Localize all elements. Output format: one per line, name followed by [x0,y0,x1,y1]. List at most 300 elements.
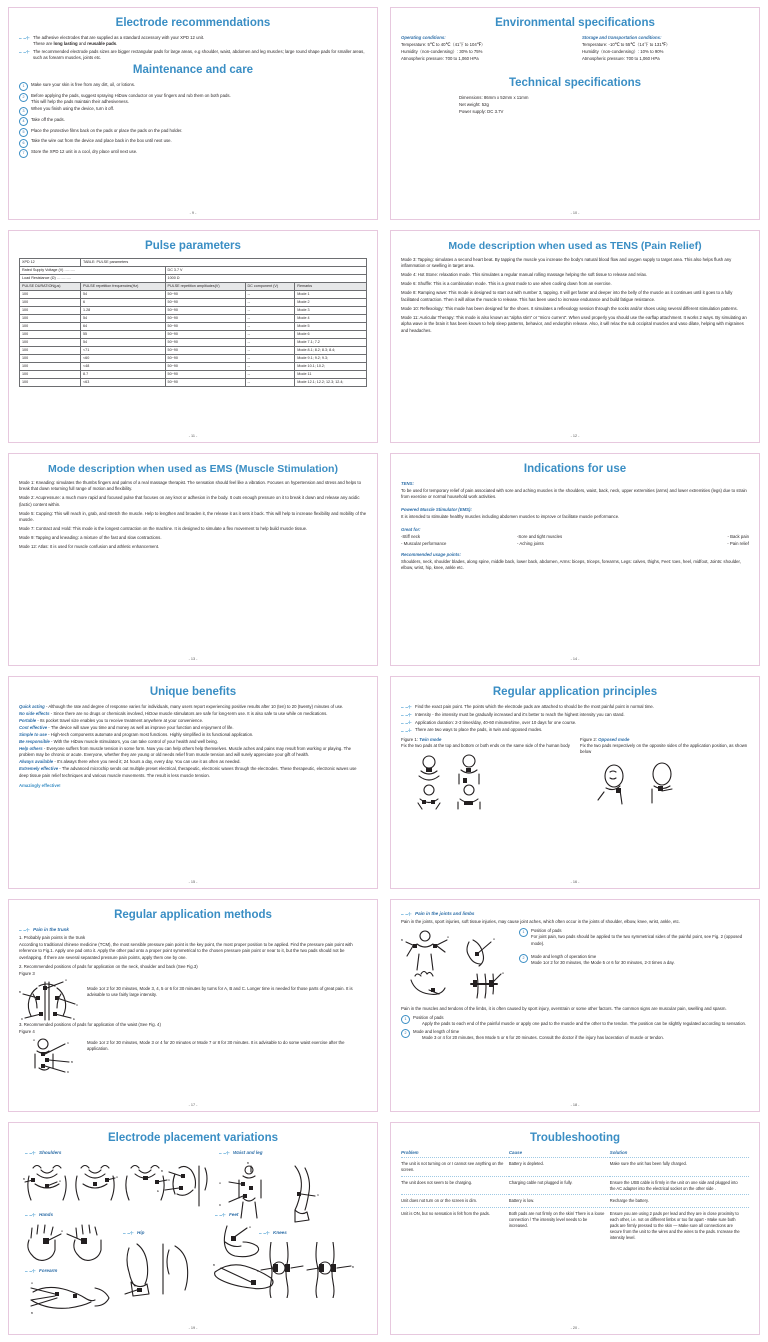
table-row [20,330,367,338]
step-number: 2 [401,1029,410,1038]
benefit-term: Help others [19,745,43,751]
group-label: Hands [39,1211,54,1217]
great-for-columns [401,534,749,548]
cell-solution: Ensure the USB cable is firmly in the unit on one side and plugged into the AC adapter into the electrical socket on the other side . [610,1176,749,1195]
svg-text:A: A [33,1037,36,1042]
list-item [401,1029,749,1041]
table-cell: 50~90 [165,290,245,298]
operating-line: Atmospheric pressure: 700 to 1,060 HPa [401,55,479,61]
page-number: - 18 - [570,1103,580,1107]
page-unique-benefits [8,676,378,889]
svg-text:A: A [249,1224,252,1229]
table-cell: 100 [20,298,81,306]
benefit-text: - The device will save you time and money as well as improve your function and enjoyment of life. [47,724,234,730]
table-cell: 100 [20,370,81,378]
list-item [519,954,749,966]
svg-text:C: C [317,1192,320,1197]
table-cell: 54 [81,338,166,346]
great-for-item: - Aching joints [517,541,544,547]
storage-conditions [582,35,749,63]
step-text: Mode 3 or 4 for 20 minutes, then Mode 5 or 6 for 20 minutes. Consult the doctor if the injury has laceration of muscle or tendon. [422,1035,664,1041]
benefit-item [19,766,367,779]
benefit-item [19,739,367,745]
list-item [19,35,367,47]
mode-paragraph: Mode 6: Shuffle: This is a combination mode. This is a great mode to use when cooling down from an exercise. [401,281,612,287]
benefit-text: - The advanced microchip sends out multiple preset electrical, therapeutic, electronic waves through the electrodes. These therapeutic, electronic waves use deep tissue pain relief techniques and various muscle movements. The result is less muscle tension. [19,766,357,778]
dash-arrow-icon [219,1150,230,1156]
technical-list [401,95,749,116]
column-header-cause: Cause [509,1150,610,1158]
section-heading: Pain in the trunk [33,926,69,932]
troubleshooting-rows [401,1157,749,1244]
table-cell: 64 [81,322,166,330]
list-item: Find the exact pain point. The points which the electrode pads are attached to should be the most painful point in normal time. [401,704,749,711]
dash-arrow-icon [123,1230,134,1236]
joint-steps [519,928,749,967]
svg-text:B: B [19,989,22,994]
great-for-column [633,534,749,548]
shoulders-figures [23,1162,213,1214]
figure-caption: Figure 3 [19,970,35,976]
back-placement-figure [19,978,81,1022]
benefit-item [19,732,367,738]
hands-figures [25,1224,117,1264]
section-title-technical: Technical specifications [508,76,642,89]
svg-text:C: C [168,1177,171,1182]
svg-text:B: B [161,1168,164,1173]
table-cell: 50~90 [165,314,245,322]
table-cell: Mode 6 [295,330,367,338]
caption-cell: TABLE: PULSE parameters [81,258,367,266]
benefits-list [19,704,367,780]
page-troubleshooting [390,1122,760,1335]
column-header: PULSE repetition amplitudes(V) [165,282,245,290]
table-cell: 50~90 [165,378,245,386]
cell-problem: Unit is ON, but no sensation is felt from the pads. [401,1211,490,1217]
conditions-columns [401,35,749,63]
page-application-principles [390,676,760,889]
table-cell: 100 [20,306,81,314]
group-hands [25,1212,53,1219]
step-number: 7 [19,149,28,158]
dash-arrow-icon [401,712,412,718]
list-item: 5 Place the protective films back on the pads or place the pads on the pad holder. [19,128,367,137]
dash-arrow-icon [19,35,30,41]
ems-heading: Powered Muscle Stimulator (EMS): [401,506,472,512]
dash-arrow-icon [25,1212,36,1218]
cell-solution: Recharge the battery. [610,1195,749,1208]
svg-text:B: B [23,1176,26,1181]
step-heading: Position of pads [413,1015,444,1021]
table-cell: 54 [81,314,166,322]
technical-line: Net weight: 52g [459,101,489,107]
usage-heading: Recommended usage points: [401,551,461,557]
step-number: 1 [401,1015,410,1024]
svg-text:D: D [21,1016,24,1021]
list-item: 2 Before applying the pads, suggest spraying HiDow conductor on your fingers and rub them on both pads. This will help the pads maintain their adhesiveness. [19,93,367,105]
table-cell: 55 [81,330,166,338]
step-heading: Mode and length of time [413,1028,460,1034]
table-row [20,298,367,306]
figure-caption: Figure 2: Opposed mode [580,736,630,742]
table-cell: 50~90 [165,338,245,346]
page-number: - 19 - [188,1326,198,1330]
page-electrode-recommendations [8,7,378,220]
cell-problem: Unit does not turn on or the screen is dim. [401,1195,509,1208]
page-environmental-specifications [390,7,760,220]
waist-placement-figure [19,1036,81,1074]
svg-text:B: B [31,1310,34,1315]
twin-mode-figure [401,750,521,810]
table-cell: -- [245,354,295,362]
page-title: Regular application principles [492,686,658,698]
svg-text:D: D [67,1069,70,1074]
benefit-term: Quick acting [19,703,45,709]
placement-diagrams [19,1149,367,1315]
benefit-text: - Since there are no drugs or chemicals involved, HiDow muscle stimulators are safe for long-term use. It is also safe to use while on medications. [49,710,328,716]
table-cell: <71 [81,346,166,354]
table-cell: 50~90 [165,354,245,362]
dash-arrow-icon [401,912,412,918]
page-title: Mode description when used as TENS (Pain Relief) [448,240,702,252]
table-cell: -- [245,362,295,370]
great-for-heading: Great for: [401,527,421,533]
list-item [519,928,749,947]
table-row [20,338,367,346]
table-header-row [401,1150,749,1158]
dash-arrow-icon [25,1150,36,1156]
section-heading-row [19,927,367,934]
page-title: Electrode recommendations [115,17,271,29]
column-header-problem: Problem [401,1150,509,1158]
item-text: Mode 1or 2 for 30 minutes, Mode 3, 4, 5 or 6 for 30 minutes by turns for A, B and C. Longer time is needed for those parts of great pain. It is advisable to use fairly large intensity. [87,985,353,998]
svg-text:C: C [76,1002,79,1007]
svg-text:A: A [502,971,505,976]
table-row [20,266,367,274]
page-number: - 16 - [570,880,580,884]
benefit-term: No side effects [19,710,50,716]
figure-caption: Figure 4 [19,1028,35,1034]
technical-line: Dimensions: 86mm x 52mm x 11mm [459,94,529,100]
page-title: Pulse parameters [145,240,241,252]
benefit-item [19,704,367,710]
operating-heading: Operating conditions: [401,34,446,40]
mode-paragraph: Mode 12: Atlas: It is used for muscle confusion and athletic enhancement. [19,544,160,550]
table-header-row [20,282,367,290]
table-cell: 100 [20,378,81,386]
section-heading-row [401,911,749,918]
table-cell: 8.7 [81,370,166,378]
cell-problem: The unit is not turning on or I cannot see anything on the screen. [401,1157,509,1176]
table-cell: Mode 4 [295,314,367,322]
page-number: - 15 - [188,880,198,884]
dash-arrow-icon [215,1212,226,1218]
resistance-value: 1000 Ω [165,274,366,282]
table-cell: 100 [20,314,81,322]
table-row [20,378,367,386]
svg-text:E: E [73,1016,76,1021]
group-label: Forearm [39,1267,58,1273]
ems-text: It is intended to stimulate healthy muscles including abdomen muscles to improve or facilitate muscle performance. [401,513,620,519]
cell-cause: Battery is low. [509,1195,610,1208]
benefit-item [19,711,367,717]
mode-paragraph: Mode 3: Tapping: simulates a second heart beat. By tapping the muscle you increase the body's natural blood flow and oxygen supply to target area. This also helps flush any inflammation or swelling in target area. [401,256,732,269]
dash-arrow-icon [19,49,30,55]
table-cell: 54 [81,290,166,298]
step-number: 6 [19,139,28,148]
list-item: 3 When you finish using the device, turn it off. [19,106,367,115]
storage-heading: Storage and transportation conditions: [582,34,662,40]
svg-text:A: A [61,1228,64,1233]
column-header: PULSE repetition frequencies(Hz) [81,282,166,290]
great-for-item: - Pain relief [727,541,749,547]
svg-text:B: B [213,1262,216,1267]
pulse-parameters-table [19,258,367,387]
list-item [401,1015,749,1027]
table-row [20,274,367,282]
page-number: - 17 - [188,1103,198,1107]
operating-line: Humidity（non-condensing）: 30% to 75% [401,48,483,54]
table-cell: 50~90 [165,370,245,378]
benefit-item [19,746,367,759]
list-item: There are two ways to place the pads, in twin and opposed modes. [401,727,749,734]
page-pulse-parameters [8,230,378,443]
mode-paragraph: Mode 7: Contract and Hold: This mode is the longest contraction on the machine. It is designed to simulate a flex movement to help build muscle tissue. [19,526,308,531]
benefit-item [19,725,367,731]
figure-caption: Figure 1: Twin mode [401,736,442,742]
table-row [20,354,367,362]
table-cell: -- [245,378,295,386]
list-item: Intensity - the intensity must be gradually increased and it's better to reach the highest intensity you can stand. [401,712,749,719]
table-cell: -- [245,314,295,322]
benefit-text: - Its pocket travel size enables you to receive treatment anywhere at your convenience. [36,717,204,723]
group-knees [259,1230,287,1237]
page-title: Electrode placement variations [107,1132,278,1144]
item-heading: 2. Recommended positions of pads for application on the neck, shoulder and back (See Fig.3) [19,963,198,969]
table-cell: -- [245,330,295,338]
svg-text:A: A [257,1268,260,1273]
pulse-rows-body [20,290,367,386]
bullet-text: The recommended electrode pads sizes are bigger rectangular pads for large areas, e.g shoulder, waist, abdomen and leg muscles; large round shape pads for smaller areas, such as forearm muscles, joints etc. [33,48,365,60]
table-cell: 50~90 [165,330,245,338]
table-row [20,362,367,370]
table-cell: Mode 5 [295,322,367,330]
table-cell: 100 [20,322,81,330]
storage-line: Atmospheric pressure: 700 to 1,060 HPa [582,55,660,61]
group-forearm [25,1268,57,1275]
cell-solution: Make sure the unit has been fully charged. [610,1157,749,1176]
column-header-solution: Solution [610,1150,749,1158]
list-item: 4 Take off the pads. [19,117,367,126]
hip-figures [123,1242,209,1298]
group-label: Knees [273,1229,287,1235]
page-title: Mode description when used as EMS (Muscle Stimulation) [48,463,338,475]
svg-text:A: A [493,937,496,942]
usage-text: Shoulders, neck, shoulder blades, along spine, middle back, lower back, abdomen, Arms: biceps, triceps, forearms, Legs: calves, thighs, Feet: toes, heel, midfoot, Joints: shoulder, elbow, wrist, hip, knee, ankle etc. [401,558,741,571]
troubleshooting-table [401,1150,749,1244]
table-cell: Mode 2 [295,298,367,306]
closing-line: Amazingly effective! [19,783,61,789]
tens-heading: TENS: [401,480,414,486]
step-number: 5 [19,128,28,137]
knees-figures [257,1242,357,1298]
great-for-item: -Sore and tight muscles [517,534,563,540]
section-title-maintenance: Maintenance and care [132,64,254,77]
step-number: 2 [519,954,528,963]
mode-paragraph: Mode 8: Ramping wave: This mode is designed to start out with number 3, tapping. It will get faster and deeper into the belly of the muscle as it continues until it goes to a fully facilitated contraction. Then it will allow the muscle to release. This has been used to increase endurance and build fatigue resistance. [401,290,733,302]
table-cell: 100 [20,330,81,338]
cell-cause: Both pads are not firmly on the skin/ There is a loose connection / The intensity level needs to be increased. [508,1211,605,1229]
item-text: According to traditional chinese medicine (TCM), the most sensible pressure pain point is the key point, the most proper position to be applied. Find the pressure pain point with reference to Fig.1. Apply one pad onto it. Apply the other pad onto a proper point symmetrical to the chosen pressure pain point or near to it, but the two pads should not be overlapping. If there are several separated pressure pain points, apply them one by one. [19,941,353,960]
page-joints-and-limbs [390,899,760,1112]
group-label: Hip [137,1229,145,1235]
voltage-label: Rated Supply Voltage (V) ……… [20,266,166,274]
table-row [20,346,367,354]
benefit-text: - High-tech components automate and program most functions. Highly simplified in its functional application. [46,731,254,737]
dash-arrow-icon [259,1230,270,1236]
table-row [401,1176,749,1195]
svg-text:B: B [247,1161,250,1165]
step-number: 1 [519,928,528,937]
page-electrode-placement-variations [8,1122,378,1335]
great-for-item: - Muscular performance [401,541,447,547]
technical-line: Power supply: DC 3.7V [459,108,504,114]
voltage-value: DC 3.7 V [165,266,366,274]
table-cell: 100 [20,362,81,370]
cell-cause: Charging cable not plugged in fully. [509,1176,610,1195]
table-row [20,370,367,378]
figure-description: Fix the two pads respectively on the opposite sides of the application position, as shown below [580,742,748,755]
list-item: 1 Make sure your skin is free from any dirt, oil, or lotions. [19,82,367,91]
list-item [19,49,367,61]
column-header: PULSE DURATION(μs) [20,282,81,290]
group-label: Waist and leg [233,1149,263,1155]
bullet-text: The adhesive electrodes that are supplied as a standard accessory with your XPD 12 unit. These are long lasting and reusable pads. [33,34,205,47]
table-cell: Mode 11 [295,370,367,378]
page-number: - 10 - [570,211,580,215]
svg-text:A: A [447,935,450,940]
table-cell: -- [245,346,295,354]
group-label: Shoulders [39,1149,62,1155]
table-cell: 100 [20,346,81,354]
list-item: 6 Take the wire out from the device and place back in the box until next use. [19,138,367,147]
column-header: Remarks [295,282,367,290]
table-row [20,290,367,298]
svg-text:A: A [116,1174,119,1179]
benefit-term: Extremely effective [19,766,59,772]
mode-paragraph: Mode 1: Kneading: simulates the thumbs fingers and palms of a real massage therapist. The sensation should feel like a vibration. Focuses on hypertension and stress and helps to break that down returning full range of motion and flexibility. [19,479,361,492]
svg-text:A: A [59,1178,62,1183]
table-cell: Mode 12.1; 12.2; 12.3; 12.4; [295,378,367,386]
step-number: 2 [19,93,28,102]
step-heading: Mode and length of operation time [531,953,597,959]
benefit-text: - Although the rate and degree of response varies for individuals, many users report experiencing positive results after 10 (ten) to 20 (twenty) minutes of use. [44,703,344,709]
page-ems-modes [8,453,378,666]
mode-paragraph: Mode 11: Auricular Therapy: This mode is also known as “alpha stim” or “micro current”. When used properly you should use the earflap attachment. It works 2 ways. By simulating an alpha wave in the brain it has been known to help sleep patterns, behavior, and endorphin release. Also, it will relax the sub occipital muscles and vaso dilate, helping with migraines and headaches. [401,314,747,333]
table-cell: 6 [81,298,166,306]
page-number: - 14 - [570,657,580,661]
page-tens-modes [390,230,760,443]
benefit-text: - Everyone suffers from muscle tension in some form. Now you can help others help themselves. Muscle aches and pains may result from working or playing. The problem may be chronic or acute. Everyone, whether they are young or old needs relief from muscle tension and will surely appreciate your gift of health. [19,745,352,758]
intro-text: Pain in the joints, sport injuries, soft tissue injuries, may cause joint aches, which often occur in the joints of shoulder, elbow, knee, wrist, ankle, etc. [401,919,680,925]
mode-paragraph: Mode 9: Tapping and kneading: a mixture of the fast and slow contractions. [19,535,162,541]
page-title: Troubleshooting [529,1132,621,1144]
benefit-term: Simple to use [19,731,47,737]
item-heading: 3. Recommended positions of pads for application of the waist (See Fig. 4) [19,1021,161,1027]
table-row [401,1157,749,1176]
svg-text:B: B [71,1059,74,1064]
benefit-item [19,759,367,765]
operating-line: Temperature: 5℃ to 40℃（41℉ to 104℉） [401,41,486,47]
svg-text:B: B [352,1264,355,1269]
table-cell: Mode 8.1; 8.2; 8.3; 8.4; [295,346,367,354]
table-cell: -- [245,322,295,330]
svg-text:D: D [219,1202,222,1207]
svg-text:A: A [65,977,68,982]
table-cell: 100 [20,338,81,346]
table-cell: Mode 3 [295,306,367,314]
great-for-column [401,534,517,548]
dash-arrow-icon [401,720,412,726]
svg-text:A: A [219,1180,222,1185]
resistance-label: Load Resistance (Ω) ………… [20,274,166,282]
table-cell: Mode 1 [295,290,367,298]
table-row [401,1208,749,1244]
page-title: Environmental specifications [495,17,655,29]
figures-row [401,737,749,816]
storage-line: Temperature: -10℃ to 55℃（14℉ to 131℉） [582,41,671,47]
item-heading: 1. Probably pain points in the trunk [19,934,86,940]
table-cell: 50~90 [165,362,245,370]
table-cell: <48 [81,362,166,370]
table-cell: 100 [20,354,81,362]
step-text: Apply the pads to each end of the painful muscle or apply one pad to the muscle and the other to the tendon. The position can be slightly regulated according to sensation. [422,1021,747,1027]
group-waist-and-leg [219,1150,263,1157]
table-cell: 50~90 [165,346,245,354]
joint-placement-figures [401,928,511,1006]
step-number: 1 [19,82,28,91]
group-label: Feet [229,1211,239,1217]
step-text: Mode 1or 2 for 30 minutes, the Mode 5 or 6 for 30 minutes, 2-3 times a day. [531,959,675,965]
mode-paragraph: Mode 4: Hot Stone: relaxation mode. This simulates a regular manual rolling massage helping the soft tissue to release and relax. [401,272,648,278]
table-row [20,258,367,266]
dash-arrow-icon [19,927,30,933]
table-cell: Mode 9.1; 9.2; 9.3; [295,354,367,362]
page-number: - 9 - [189,211,197,215]
mid-text: Pain in the muscles and tendons of the limbs, it is often caused by sport injury, overstrain or some other factors. The common signs are muscular pain, swelling and spasm. [401,1006,727,1012]
step-number: 4 [19,117,28,126]
table-row [20,314,367,322]
group-feet [215,1212,238,1219]
figure-twin-mode [401,737,570,816]
dash-arrow-icon [25,1268,36,1274]
table-cell: Mode 10.1; 10.2; [295,362,367,370]
table-cell: -- [245,298,295,306]
benefit-term: Portable [19,717,37,723]
table-cell: 100 [20,290,81,298]
cell-cause: Battery is depleted. [509,1157,610,1176]
table-row [20,322,367,330]
group-shoulders [25,1150,61,1157]
page-number: - 20 - [570,1326,580,1330]
section-heading: Pain in the joints and limbs [415,911,475,916]
page-title: Regular application methods [114,909,272,921]
page-indications-for-use [390,453,760,666]
table-cell: -- [245,290,295,298]
great-for-item: -Stiff neck [401,534,421,540]
svg-text:B: B [401,938,404,943]
group-hip [123,1230,144,1237]
